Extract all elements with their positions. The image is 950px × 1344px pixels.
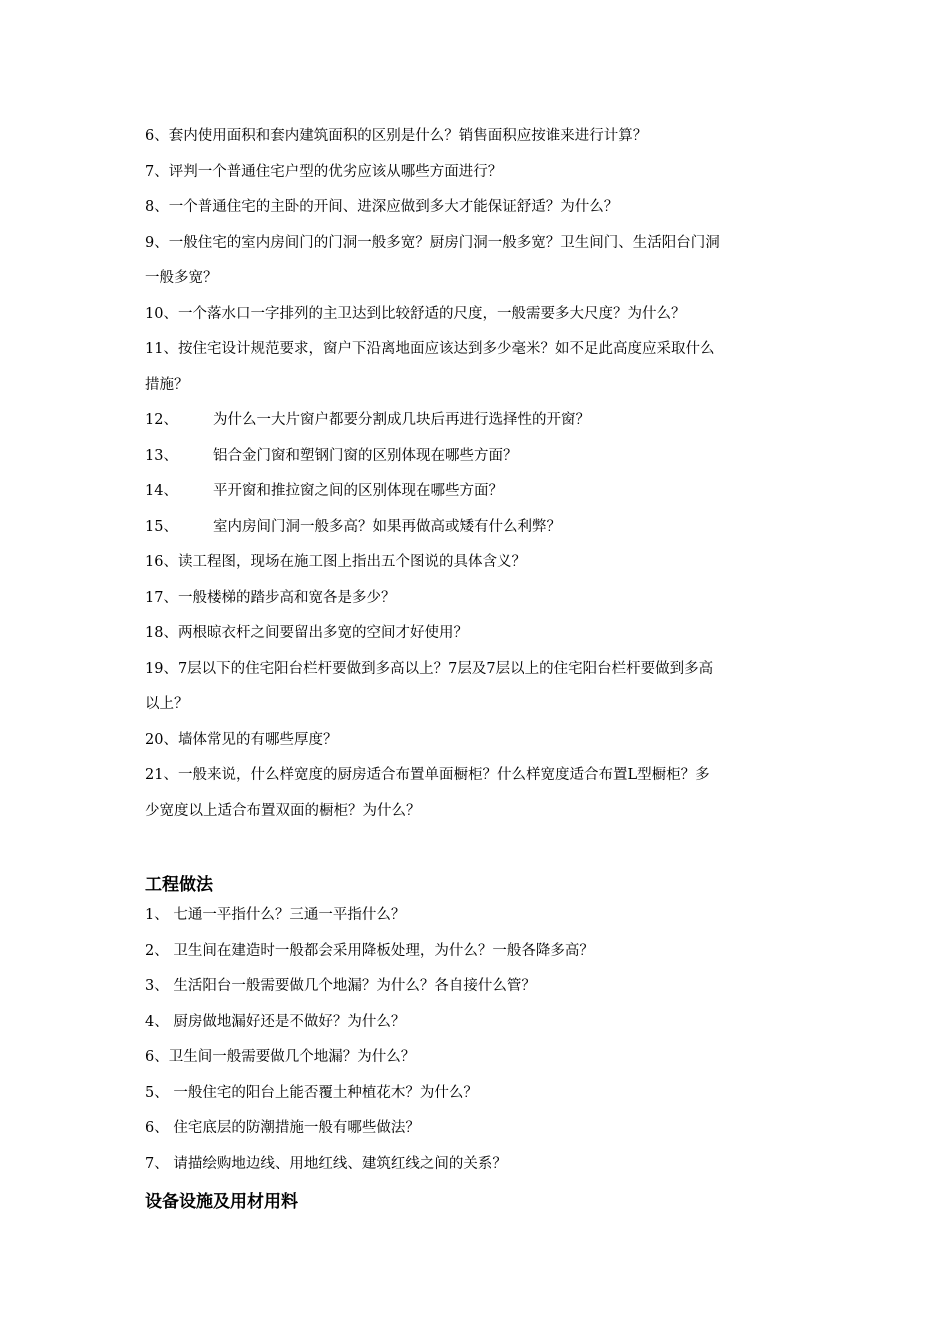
question-line: 18、两根晾衣杆之间要留出多宽的空间才好使用？ [145,625,468,641]
question-line: 19、7层以下的住宅阳台栏杆要做到多高以上？7层及7层以上的住宅阳台栏杆要做到多高 [145,660,714,677]
question-line [145,474,825,510]
question-line [145,510,825,546]
question-number: 15、 [145,518,178,535]
question-line: 10、一个落水口一字排列的主卫达到比较舒适的尺度，一般需要多大尺度？为什么？ [145,305,686,322]
question-line: 8、一个普通住宅的主卧的开间、进深应做到多大才能保证舒适？为什么？ [145,199,619,215]
question-text: 室内房间门洞一般多高？如果再做高或矮有什么利弊？ [213,518,561,535]
question-line: 一般多宽？ [145,270,218,286]
question-line: 措施？ [145,376,189,393]
list-item: 6、 住宅底层的防潮措施一般有哪些做法？ [145,1120,420,1136]
question-line: 以上？ [145,696,189,712]
question-text: 平开窗和推拉窗之间的区别体现在哪些方面？ [213,483,503,499]
list-item: 3、 生活阳台一般需要做几个地漏？为什么？各自接什么管？ [145,978,536,994]
list-item: 2、 卫生间在建造时一般都会采用降板处理，为什么？一般各降多高？ [145,942,594,959]
question-line: 11、按住宅设计规范要求，窗户下沿离地面应该达到多少毫米？如不足此高度应采取什么 [145,341,715,357]
question-text: 为什么一大片窗户都要分割成几块后再进行选择性的开窗？ [213,412,590,428]
section-heading-engineering: 工程做法 [145,875,213,895]
list-item: 5、 一般住宅的阳台上能否覆土种植花木？为什么？ [145,1084,478,1101]
question-line: 16、读工程图，现场在施工图上指出五个图说的具体含义？ [145,554,526,570]
question-line: 少宽度以上适合布置双面的橱柜？为什么？ [145,802,421,819]
question-line: 7、评判一个普通住宅户型的优劣应该从哪些方面进行？ [145,163,503,180]
list-item: 1、 七通一平指什么？三通一平指什么？ [145,907,406,923]
question-line: 21、一般来说，什么样宽度的厨房适合布置单面橱柜？什么样宽度适合布置L型橱柜？多 [145,767,710,783]
question-line [145,403,825,439]
list-item: 4、 厨房做地漏好还是不做好？为什么？ [145,1013,406,1030]
question-number: 13、 [145,447,178,464]
list-item: 7、 请描绘购地边线、用地红线、建筑红线之间的关系？ [145,1155,507,1172]
question-text: 铝合金门窗和塑钢门窗的区别体现在哪些方面？ [213,447,518,464]
question-line: 9、一般住宅的室内房间门的门洞一般多宽？厨房门洞一般多宽？卫生间门、生活阳台门洞 [145,234,720,251]
question-line: 6、套内使用面积和套内建筑面积的区别是什么？销售面积应按谁来进行计算？ [145,128,648,144]
section-heading-equipment: 设备设施及用材用料 [145,1192,298,1212]
list-item: 6、卫生间一般需要做几个地漏？为什么？ [145,1049,416,1065]
engineering-question-list [145,898,825,1182]
question-line: 20、墙体常见的有哪些厚度？ [145,731,338,748]
question-line [145,439,825,475]
question-line: 17、一般楼梯的踏步高和宽各是多少？ [145,589,396,606]
question-number: 14、 [145,483,178,499]
question-number: 12、 [145,412,178,428]
question-list-1 [145,119,825,829]
